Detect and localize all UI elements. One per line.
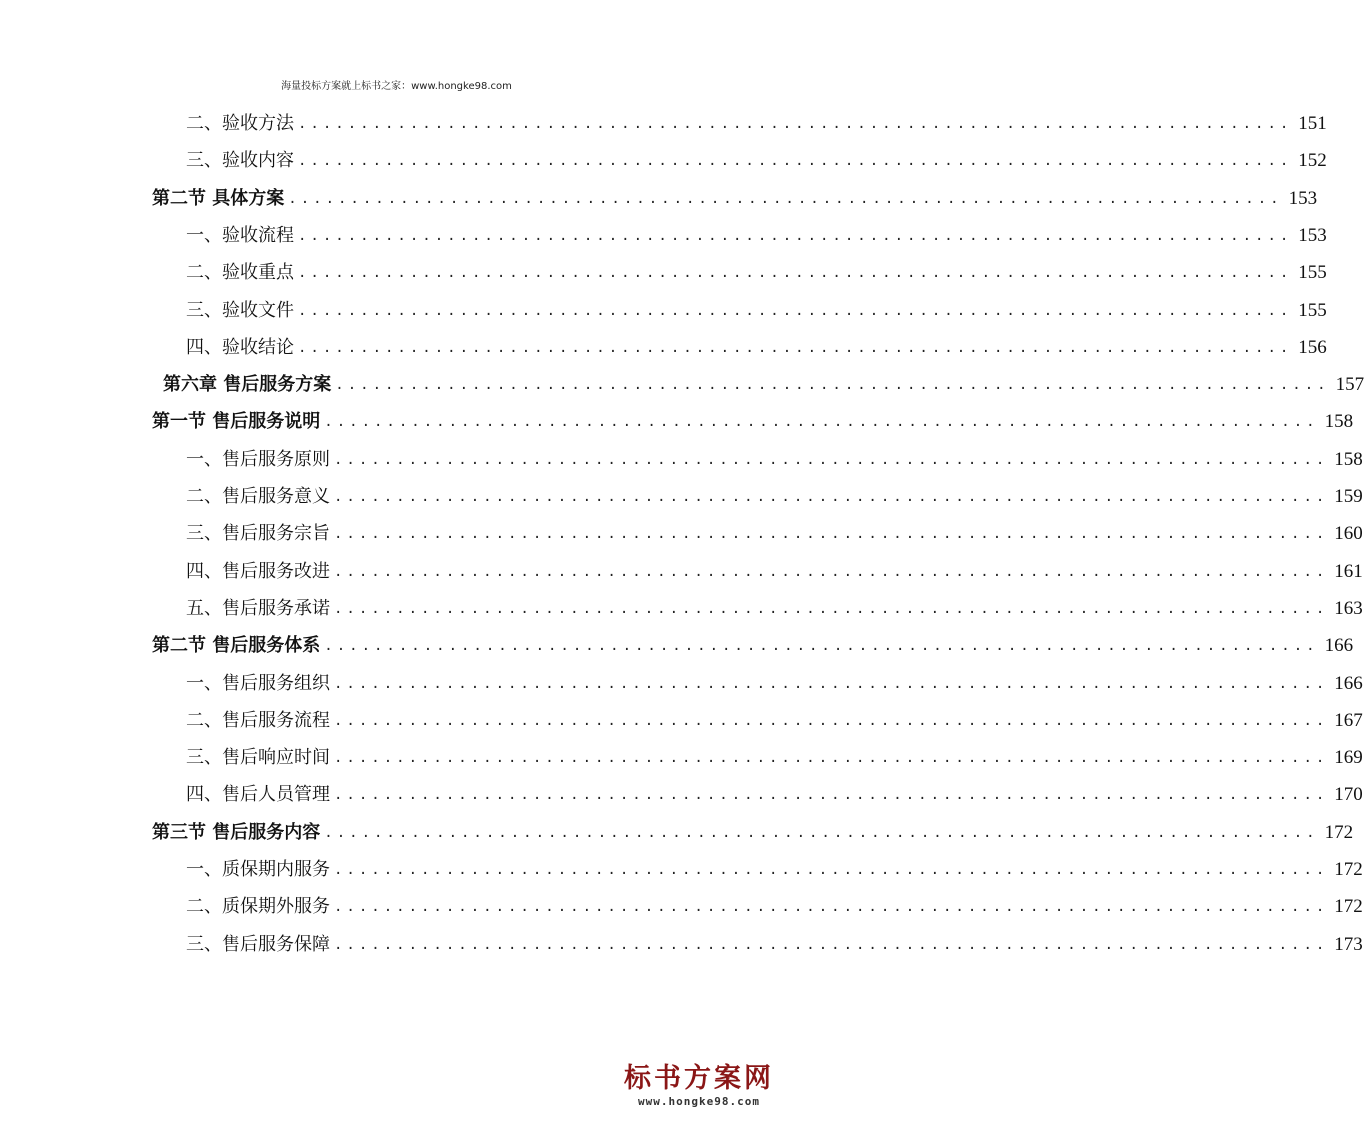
toc-entry-page: 152 — [1298, 150, 1327, 172]
watermark-logo — [619, 1063, 779, 1108]
watermark-title: 标书方案网 — [624, 1063, 774, 1094]
toc-entry-page: 172 — [1334, 896, 1363, 918]
toc-entry-page: 156 — [1298, 336, 1327, 358]
toc-entry-label: 第六章 售后服务方案 — [163, 374, 332, 396]
toc-entry-label: 第二节 售后服务体系 — [152, 635, 321, 657]
toc-dot-leader: ................................................................................ — [334, 675, 1329, 692]
toc-entry-label: 二、售后服务流程 — [186, 709, 330, 731]
toc-dot-leader: ................................................................................ — [298, 153, 1293, 170]
toc-dot-leader: ................................................................................ — [334, 451, 1329, 468]
toc-entry-label: 三、售后服务保障 — [186, 933, 330, 955]
toc-entry-item — [186, 553, 1363, 583]
toc-entry-page: 170 — [1334, 784, 1363, 806]
toc-entry-page: 153 — [1288, 187, 1318, 209]
toc-entry-label: 一、质保期内服务 — [186, 859, 330, 880]
toc-entry-page: 163 — [1334, 597, 1363, 619]
toc-dot-leader: ................................................................................ — [298, 227, 1293, 244]
toc-entry-page: 158 — [1324, 411, 1354, 433]
toc-entry-label: 二、售后服务意义 — [186, 486, 330, 507]
toc-entry-label: 第三节 售后服务内容 — [152, 821, 321, 843]
toc-entry-section — [152, 180, 1318, 210]
toc-entry-label: 三、售后服务宗旨 — [186, 523, 330, 545]
toc-dot-leader: ................................................................................ — [324, 638, 1319, 655]
toc-dot-leader: ................................................................................ — [334, 526, 1329, 543]
toc-entry-page: 155 — [1298, 262, 1327, 284]
toc-dot-leader: ................................................................................ — [335, 377, 1330, 394]
watermark-url: www.hongke98.com — [638, 1095, 760, 1108]
toc-dot-leader: ................................................................................ — [334, 489, 1329, 505]
toc-dot-leader: ................................................................................ — [334, 899, 1329, 916]
toc-entry-page: 172 — [1334, 859, 1363, 880]
toc-entry-page: 151 — [1298, 113, 1327, 134]
toc-dot-leader: ................................................................................ — [334, 750, 1329, 767]
toc-entry-item — [186, 739, 1363, 769]
toc-entry-item — [186, 217, 1327, 247]
toc-entry-label: 四、售后人员管理 — [186, 784, 330, 806]
toc-entry-label: 四、售后服务改进 — [186, 560, 330, 582]
toc-dot-leader: ................................................................................ — [288, 190, 1283, 207]
toc-entry-item — [186, 478, 1363, 508]
toc-entry-item — [186, 105, 1327, 135]
toc-dot-leader: ................................................................................ — [298, 339, 1293, 356]
toc-entry-page: 155 — [1298, 299, 1327, 321]
toc-entry-label: 四、验收结论 — [186, 336, 294, 358]
toc-dot-leader: ................................................................................ — [334, 787, 1329, 804]
toc-dot-leader: ................................................................................ — [324, 414, 1319, 431]
toc-dot-leader: ................................................................................ — [334, 712, 1329, 729]
toc-entry-label: 二、验收方法 — [186, 113, 294, 134]
toc-entry-label: 第一节 售后服务说明 — [152, 411, 321, 433]
toc-dot-leader: ................................................................................ — [298, 265, 1293, 282]
toc-entry-item — [186, 515, 1363, 545]
toc-entry-page: 166 — [1334, 672, 1363, 694]
toc-entry-section — [152, 627, 1354, 657]
toc-entry-label: 一、售后服务组织 — [186, 672, 330, 694]
toc-entry-item — [186, 926, 1363, 956]
toc-dot-leader: ................................................................................ — [334, 563, 1329, 580]
toc-entry-item — [186, 590, 1363, 620]
toc-dot-leader: ................................................................................ — [324, 824, 1319, 841]
toc-entry-label: 三、售后响应时间 — [186, 747, 330, 769]
toc-entry-page: 167 — [1334, 709, 1363, 731]
toc-entry-label: 三、验收内容 — [186, 150, 294, 172]
toc-entry-page: 153 — [1298, 224, 1327, 246]
toc-entry-section — [152, 814, 1354, 844]
toc-dot-leader: ................................................................................ — [298, 302, 1293, 319]
toc-entry-page: 158 — [1334, 448, 1363, 470]
toc-entry-page: 159 — [1334, 486, 1363, 507]
toc-entry-label: 第二节 具体方案 — [152, 187, 285, 209]
toc-entry-page: 169 — [1334, 747, 1363, 769]
toc-entry-item — [186, 702, 1363, 732]
toc-entry-page: 166 — [1324, 635, 1354, 657]
toc-entry-chapter — [163, 366, 1364, 396]
page-header: 海量投标方案就上标书之家：www.hongke98.com — [281, 81, 512, 92]
toc-entry-label: 一、售后服务原则 — [186, 448, 330, 470]
toc-dot-leader: ................................................................................ — [334, 600, 1329, 617]
toc-entry-item — [186, 851, 1363, 881]
toc-entry-label: 三、验收文件 — [186, 299, 294, 321]
toc-entry-item — [186, 142, 1327, 172]
toc-entry-item — [186, 776, 1363, 806]
toc-entry-page: 160 — [1334, 523, 1363, 545]
toc-entry-item — [186, 292, 1327, 322]
toc-entry-label: 五、售后服务承诺 — [186, 597, 330, 619]
toc-entry-label: 二、验收重点 — [186, 262, 294, 284]
toc-entry-item — [186, 441, 1363, 471]
toc-entry-page: 173 — [1334, 933, 1363, 955]
toc-entry-page: 161 — [1334, 560, 1363, 582]
toc-entry-item — [186, 665, 1363, 695]
toc-entry-item — [186, 254, 1327, 284]
toc-dot-leader: ................................................................................ — [334, 936, 1329, 953]
toc-entry-item — [186, 888, 1363, 918]
toc-entry-item — [186, 329, 1327, 359]
toc-dot-leader: ................................................................................ — [334, 862, 1329, 878]
toc-entry-page: 157 — [1335, 374, 1364, 396]
toc-dot-leader: ................................................................................ — [298, 116, 1293, 132]
toc-entry-page: 172 — [1324, 821, 1354, 843]
toc-entry-label: 二、质保期外服务 — [186, 896, 330, 918]
toc-entry-label: 一、验收流程 — [186, 224, 294, 246]
toc-entry-section — [152, 403, 1354, 433]
